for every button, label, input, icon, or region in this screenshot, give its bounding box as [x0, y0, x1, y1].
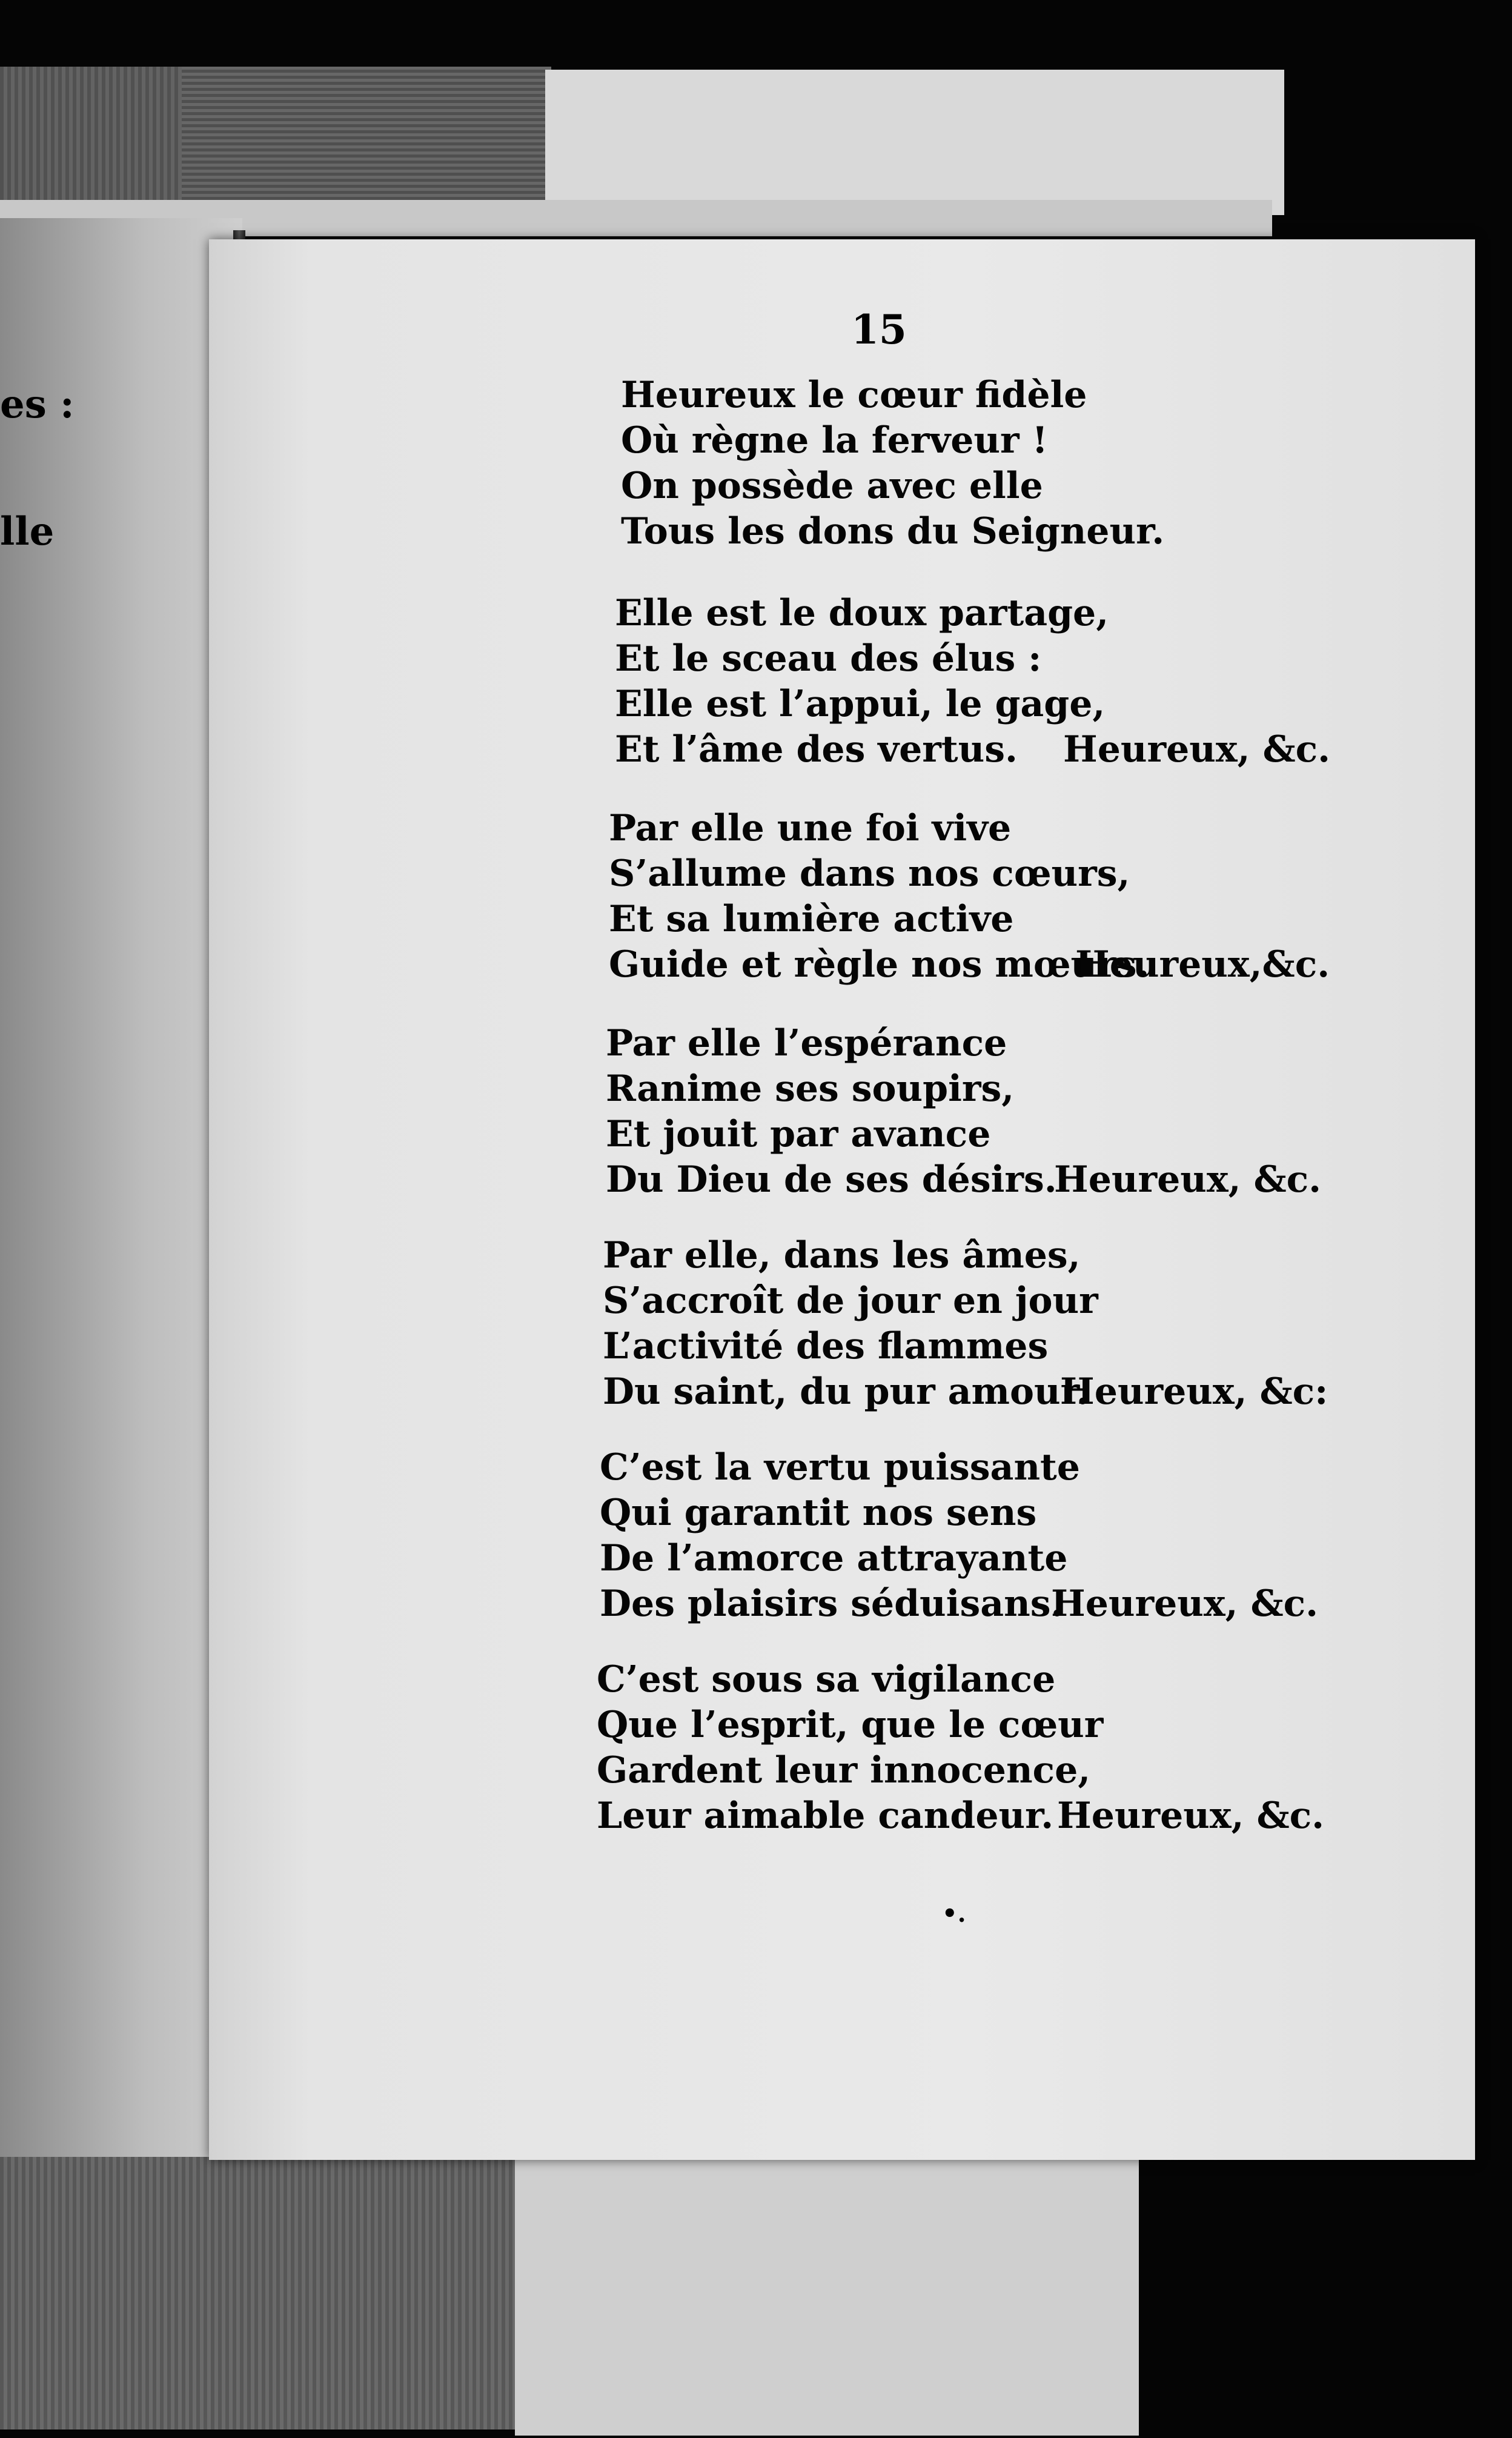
stanza-2 [615, 591, 1331, 772]
binding-cloth-bottom [0, 2145, 521, 2430]
verse-line: De l’amorce attrayante [600, 1537, 1068, 1579]
verse-line: Elle est l’appui, le gage, [615, 683, 1106, 725]
verse-line: Par elle une foi vive [609, 807, 1012, 849]
left-page-fragment-2: lle [0, 509, 55, 554]
verse-line: Du Dieu de ses désirs. Heureux, &c. [606, 1157, 1057, 1203]
verse-line: Où règne la ferveur ! [621, 419, 1048, 462]
verse-line: Et le sceau des élus : [615, 637, 1042, 680]
verse-line: Et jouit par avance [606, 1113, 991, 1155]
verse-line: L’activité des flammes [603, 1325, 1049, 1367]
stanza-7 [597, 1657, 1325, 1839]
verse-line: S’allume dans nos cœurs, [609, 852, 1130, 895]
verse-line: Guide et règle nos mœurs. Heureux,&c. [609, 942, 1149, 988]
stanza-1 [621, 373, 1164, 554]
verse-line: Par elle l’espérance [606, 1022, 1007, 1065]
verse-line: S’accroît de jour en jour [603, 1280, 1098, 1322]
left-page [0, 218, 242, 2157]
verse-line: C’est la vertu puissante [600, 1446, 1080, 1489]
verse-line: Et l’âme des vertus. Heureux, &c. [615, 727, 1109, 772]
verse-line: Gardent leur innocence, [597, 1749, 1091, 1792]
verse-line: Elle est le doux partage, [615, 592, 1109, 634]
verse-line: Par elle, dans les âmes, [603, 1234, 1081, 1277]
verse-line: Heureux le cœur fidèle [621, 374, 1087, 416]
refrain: Heureux, &c. [1063, 728, 1331, 771]
refrain: Heureux, &c. [1057, 1795, 1325, 1837]
paper-scrap-bottom [515, 2157, 1139, 2436]
stanza-4 [606, 1021, 1322, 1203]
page-number: 15 [851, 306, 907, 353]
verse-line: Du saint, du pur amour. Heureux, &c: [603, 1369, 1098, 1415]
refrain: Heureux, &c. [1051, 1583, 1319, 1625]
stanza-5 [603, 1233, 1328, 1415]
left-page-fragment-1: es : [0, 382, 75, 427]
stanza-6 [600, 1445, 1319, 1627]
ink-mark: •. [942, 1899, 966, 1928]
paper-scrap-top [545, 70, 1284, 215]
verse-line: On possède avec elle [621, 465, 1043, 507]
verse-line: Et sa lumière active [609, 898, 1014, 940]
verse-line: Des plaisirs séduisans. Heureux, &c. [600, 1581, 1080, 1627]
verse-line: Leur aimable candeur. Heureux, &c. [597, 1793, 1103, 1839]
verse-line: Tous les dons du Seigneur. [621, 510, 1165, 553]
refrain: Heureux, &c: [1060, 1370, 1328, 1413]
refrain: Heureux, &c. [1054, 1158, 1322, 1201]
verse-line: C’est sous sa vigilance [597, 1658, 1056, 1701]
verse-line: Qui garantit nos sens [600, 1492, 1037, 1534]
verse-line: Que l’esprit, que le cœur [597, 1704, 1104, 1746]
verse-line: Ranime ses soupirs, [606, 1068, 1015, 1110]
right-page [209, 239, 1475, 2160]
refrain: Heureux,&c. [1075, 943, 1330, 986]
binding-cloth-top-texture [182, 67, 551, 206]
stanza-3 [609, 806, 1330, 988]
